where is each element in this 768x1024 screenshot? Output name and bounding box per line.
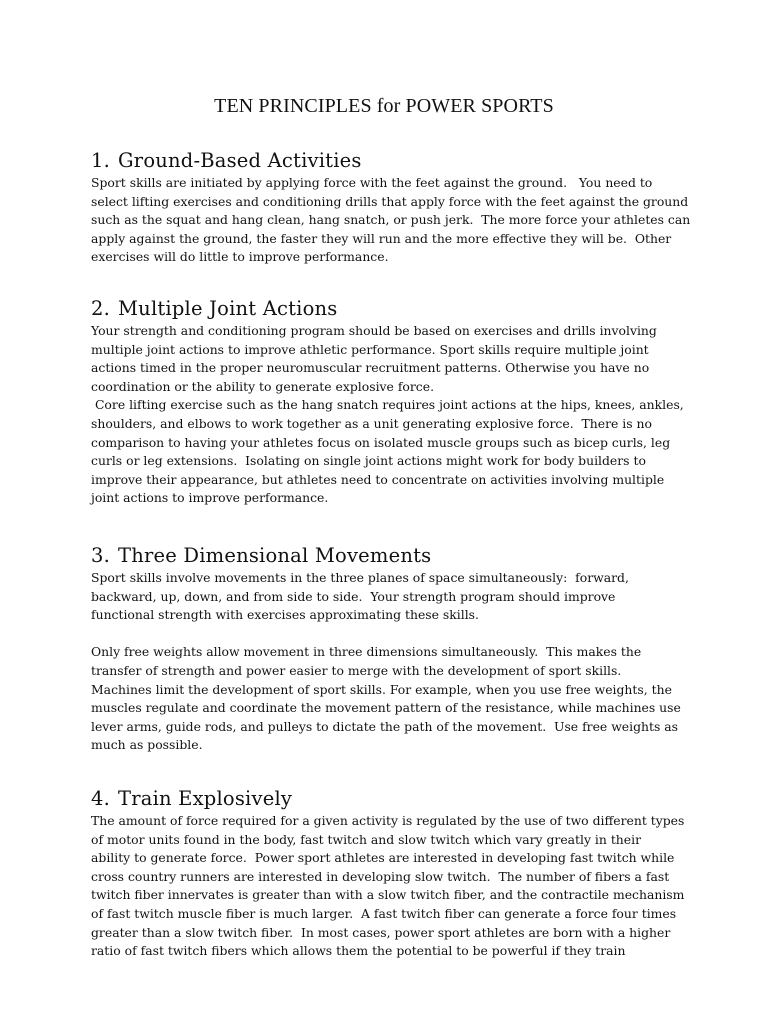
section-paragraph: Your strength and conditioning program should be based on exercises and drills involving multiple joint actions to improve athletic performance. Sport skills require multiple joint actions timed in the proper neuromuscular recruitment patterns. Otherwise you have no coordination or the ability to generate explosive force.	[91, 323, 657, 394]
section-paragraph: Sport skills involve movements in the three planes of space simultaneously: forward, backward, up, down, and from side to side. Your strength program should improve functional strength with exercises approximating these skills.	[91, 570, 629, 623]
section-paragraph: Core lifting exercise such as the hang snatch requires joint actions at the hips, knees, ankles, shoulders, and elbows to work together as a unit generating explosive force. There is no comparison to having your athletes focus on isolated muscle groups such as bicep curls, leg curls or leg extensions. Isolating on single joint actions might work for body builders to improve their appearance, but athletes need to concentrate on activities involving multiple joint actions to improve performance.	[91, 397, 684, 506]
section-multiple-joint-actions	[91, 296, 715, 508]
section-heading	[91, 543, 715, 569]
section-heading	[91, 786, 715, 812]
section-paragraph: Only free weights allow movement in three dimensions simultaneously. This makes the transfer of strength and power easier to merge with the development of sport skills. Machines limit the development of sport skills. For example, when you use free weights, the muscles regulate and coordinate the movement pattern of the resistance, while machines use lever arms, guide rods, and pulleys to dictate the path of the movement. Use free weights as much as possible.	[91, 644, 681, 753]
section-paragraph: The amount of force required for a given activity is regulated by the use of two different types of motor units found in the body, fast twitch and slow twitch which vary greatly in their ability to generate force. Power sport athletes are interested in developing fast twitch while cross country runners are interested in developing slow twitch. The number of fibers a fast twitch fiber innervates is greater than with a slow twitch fiber, and the contractile mechanism of fast twitch muscle fiber is much larger. A fast twitch fiber can generate a force four times greater than a slow twitch fiber. In most cases, power sport athletes are born with a higher ratio of fast twitch fibers which allows them the potential to be powerful if they train	[91, 813, 685, 959]
section-ground-based-activities	[91, 148, 715, 267]
section-title: Train Explosively	[118, 787, 293, 810]
section-three-dimensional-movements	[91, 543, 715, 755]
section-title: Ground-Based Activities	[118, 149, 362, 172]
section-number: 2.	[91, 297, 111, 320]
section-number: 1.	[91, 149, 111, 172]
section-title: Multiple Joint Actions	[118, 297, 338, 320]
document-title: TEN PRINCIPLES for POWER SPORTS	[214, 95, 554, 117]
paragraph-spacer	[91, 625, 715, 644]
section-heading	[91, 296, 715, 322]
section-train-explosively	[91, 786, 715, 961]
section-paragraph: Sport skills are initiated by applying force with the feet against the ground. You need to select lifting exercises and conditioning drills that apply force with the feet against the ground such as the squat and hang clean, hang snatch, or push jerk. The more force your athletes can apply against the ground, the faster they will run and the more effective they will be. Other exercises will do little to improve performance.	[91, 175, 691, 265]
section-heading	[91, 148, 715, 174]
section-number: 4.	[91, 787, 111, 810]
section-title: Three Dimensional Movements	[118, 544, 432, 567]
section-number: 3.	[91, 544, 111, 567]
